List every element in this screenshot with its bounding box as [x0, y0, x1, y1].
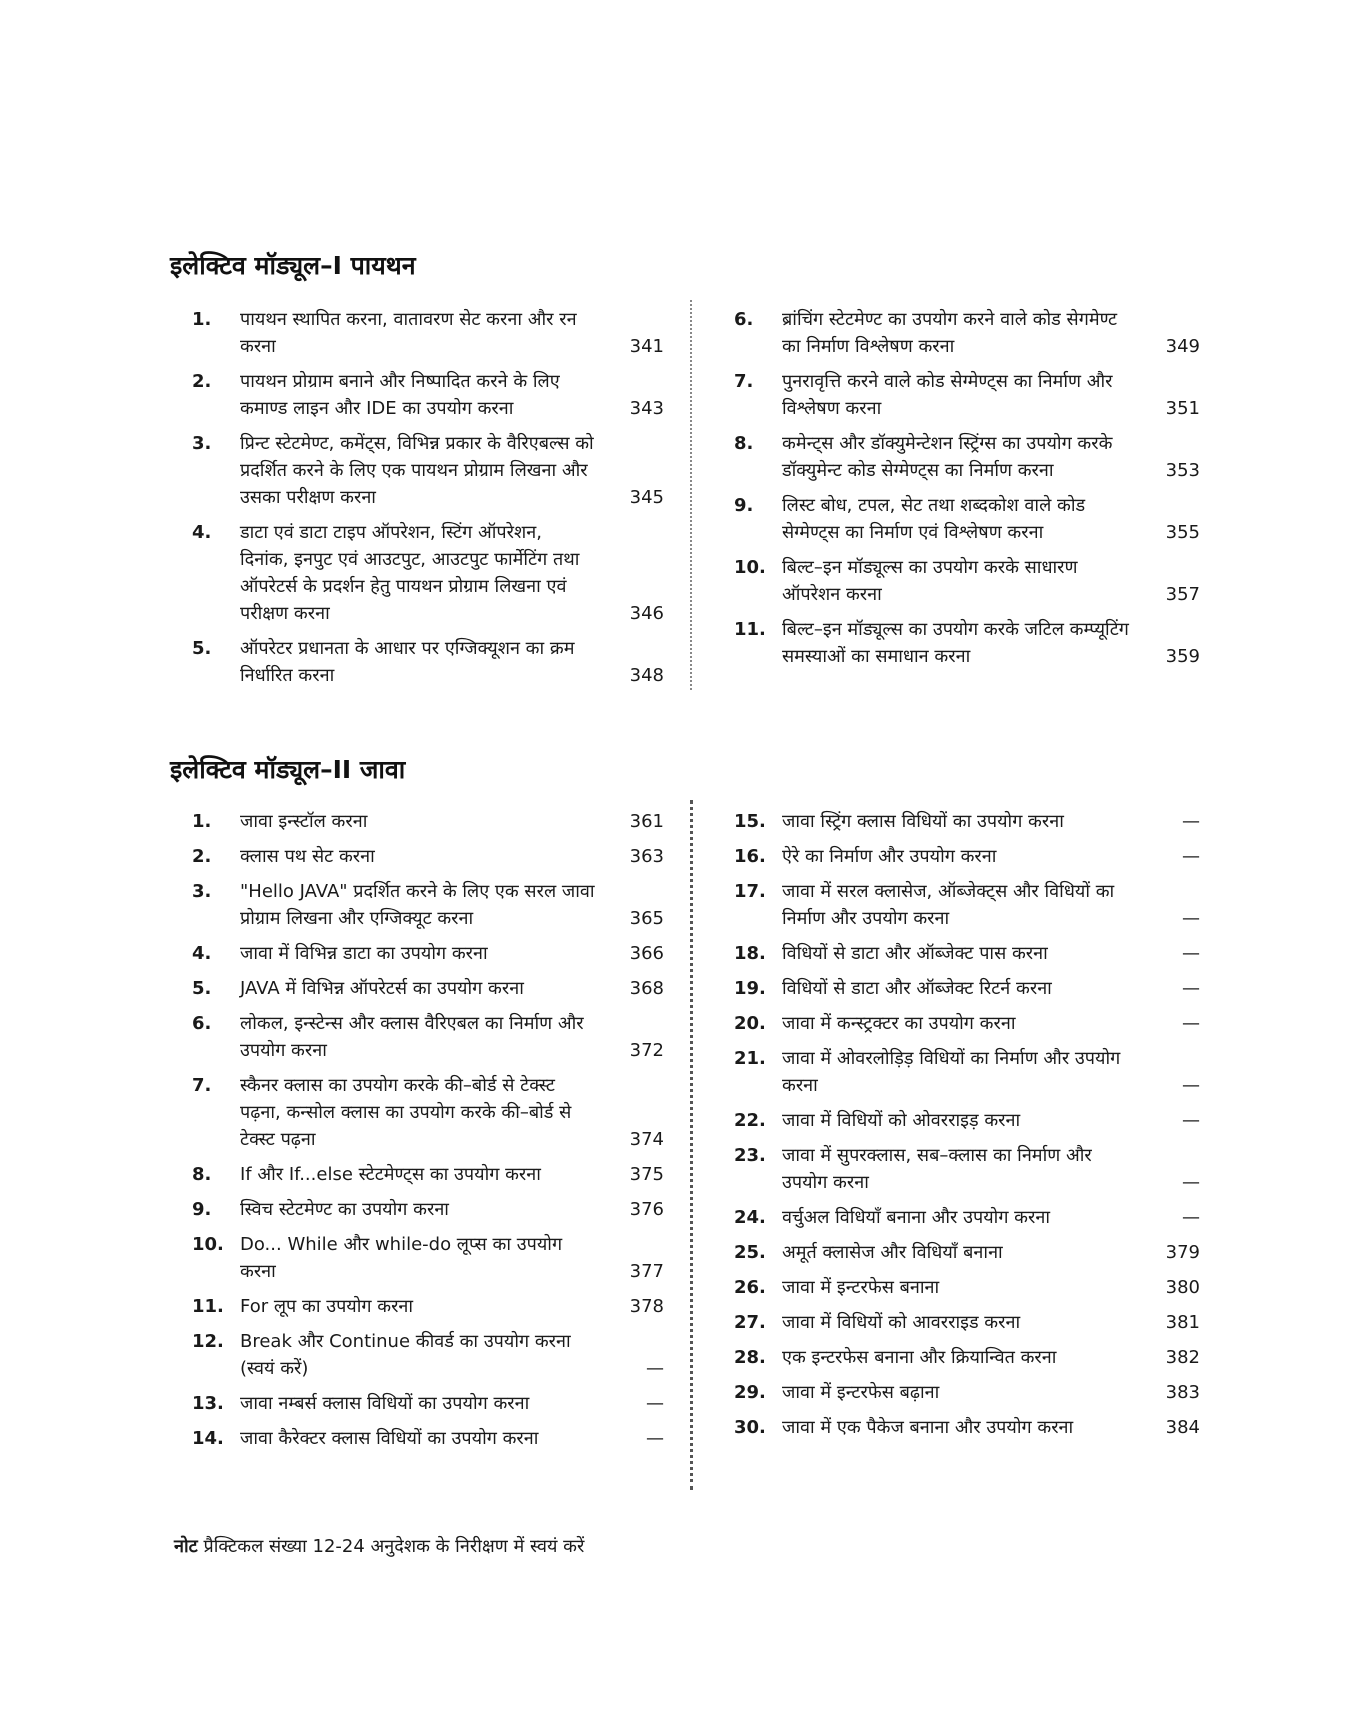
entry-number: 9.	[192, 1199, 212, 1220]
toc-entry	[178, 1293, 664, 1320]
entry-title: लोकल, इन्स्टेन्स और क्लास वैरिएबल का निर्माण और उपयोग करना	[240, 1013, 584, 1061]
entry-title: जावा में विधियों को आवरराइड करना	[782, 1312, 1021, 1333]
entry-page-number: 363	[629, 846, 664, 867]
toc-entry	[178, 940, 664, 967]
entry-page-number: 348	[629, 665, 664, 686]
entry-number: 11.	[734, 619, 766, 640]
entry-title: For लूप का उपयोग करना	[240, 1296, 414, 1317]
toc-entry	[720, 1414, 1200, 1441]
entry-number: 28.	[734, 1347, 766, 1368]
toc-entry	[178, 843, 664, 870]
entry-number: 7.	[192, 1075, 212, 1096]
toc-entry	[720, 940, 1200, 967]
java-list-right	[720, 808, 1200, 1449]
java-column-divider	[690, 800, 693, 1490]
toc-entry	[720, 975, 1200, 1002]
toc-entry	[720, 1309, 1200, 1336]
entry-page-number: —	[1182, 1075, 1200, 1096]
entry-title: बिल्ट–इन मॉड्यूल्स का उपयोग करके साधारण ऑपरेशन करना	[782, 557, 1078, 605]
entry-number: 14.	[192, 1428, 224, 1449]
entry-title: जावा में ओवरलोड़िड़ विधियों का निर्माण और उपयोग करना	[782, 1048, 1121, 1096]
entry-page-number: 380	[1165, 1277, 1200, 1298]
toc-entry	[720, 492, 1200, 546]
entry-number: 3.	[192, 881, 212, 902]
python-section-title: इलेक्टिव मॉड्यूल–I पायथन	[170, 251, 416, 280]
entry-number: 6.	[192, 1013, 212, 1034]
entry-page-number: —	[1182, 811, 1200, 832]
toc-entry	[720, 1045, 1200, 1099]
entry-title: विधियों से डाटा और ऑब्जेक्ट पास करना	[782, 943, 1048, 964]
entry-page-number: 345	[629, 487, 664, 508]
entry-title: पुनरावृत्ति करने वाले कोड सेग्मेण्ट्स का निर्माण और विश्लेषण करना	[782, 371, 1113, 419]
entry-title: स्कैनर क्लास का उपयोग करके की–बोर्ड से टेक्स्ट पढ़ना, कन्सोल क्लास का उपयोग करके की–बोर्ड से टेक्स्ट पढ़ना	[240, 1075, 572, 1150]
entry-number: 4.	[192, 943, 212, 964]
note-text: प्रैक्टिकल संख्या 12-24 अनुदेशक के निरीक्षण में स्वयं करें	[203, 1536, 585, 1557]
entry-title: जावा स्ट्रिंग क्लास विधियों का उपयोग करना	[782, 811, 1064, 832]
entry-page-number: 355	[1165, 522, 1200, 543]
entry-page-number: 365	[629, 908, 664, 929]
entry-number: 16.	[734, 846, 766, 867]
entry-title: एक इन्टरफेस बनाना और क्रियान्वित करना	[782, 1347, 1057, 1368]
entry-page-number: 378	[629, 1296, 664, 1317]
toc-entry	[720, 554, 1200, 608]
entry-title: जावा में सरल क्लासेज, ऑब्जेक्ट्स और विधियों का निर्माण और उपयोग करना	[782, 881, 1115, 929]
entry-number: 20.	[734, 1013, 766, 1034]
python-column-divider	[690, 300, 692, 690]
entry-page-number: 341	[629, 336, 664, 357]
entry-title: स्विच स्टेटमेण्ट का उपयोग करना	[240, 1199, 449, 1220]
toc-entry	[178, 306, 664, 360]
entry-title: पायथन स्थापित करना, वातावरण सेट करना और रन करना	[240, 309, 577, 357]
entry-title: अमूर्त क्लासेज और विधियाँ बनाना	[782, 1242, 1003, 1263]
entry-page-number: 375	[629, 1164, 664, 1185]
entry-number: 3.	[192, 433, 212, 454]
entry-page-number: —	[1182, 1110, 1200, 1131]
toc-entry	[178, 430, 664, 511]
entry-number: 19.	[734, 978, 766, 999]
toc-entry	[720, 1274, 1200, 1301]
entry-number: 10.	[734, 557, 766, 578]
entry-title: जावा में विभिन्न डाटा का उपयोग करना	[240, 943, 488, 964]
entry-title: जावा में एक पैकेज बनाना और उपयोग करना	[782, 1417, 1074, 1438]
java-list-left	[178, 808, 664, 1460]
toc-entry	[178, 1196, 664, 1223]
entry-number: 23.	[734, 1145, 766, 1166]
entry-page-number: 351	[1165, 398, 1200, 419]
entry-page-number: —	[646, 1393, 664, 1414]
toc-entry	[178, 1328, 664, 1382]
toc-entry	[720, 1379, 1200, 1406]
entry-number: 7.	[734, 371, 754, 392]
entry-page-number: —	[1182, 908, 1200, 929]
toc-entry	[720, 878, 1200, 932]
entry-number: 2.	[192, 371, 212, 392]
python-list-right	[720, 306, 1200, 678]
toc-entry	[178, 1425, 664, 1452]
entry-title: बिल्ट–इन मॉड्यूल्स का उपयोग करके जटिल कम्प्यूटिंग समस्याओं का समाधान करना	[782, 619, 1129, 667]
entry-title: कमेन्ट्स और डॉक्युमेन्टेशन स्ट्रिंग्स का उपयोग करके डॉक्युमेन्ट कोड सेग्मेण्ट्स का निर्माण करना	[782, 433, 1113, 481]
entry-number: 12.	[192, 1331, 224, 1352]
entry-number: 8.	[734, 433, 754, 454]
entry-title: जावा में विधियों को ओवरराइड़ करना	[782, 1110, 1021, 1131]
entry-number: 30.	[734, 1417, 766, 1438]
toc-entry	[178, 1231, 664, 1285]
entry-title: पायथन प्रोग्राम बनाने और निष्पादित करने के लिए कमाण्ड लाइन और IDE का उपयोग करना	[240, 371, 560, 419]
entry-number: 26.	[734, 1277, 766, 1298]
toc-entry	[178, 975, 664, 1002]
toc-entry	[720, 368, 1200, 422]
entry-title: जावा में इन्टरफेस बनाना	[782, 1277, 940, 1298]
java-section-title: इलेक्टिव मॉड्यूल–II जावा	[170, 755, 406, 784]
entry-page-number: 377	[629, 1261, 664, 1282]
toc-entry	[178, 808, 664, 835]
entry-page-number: 343	[629, 398, 664, 419]
entry-number: 4.	[192, 522, 212, 543]
toc-entry	[720, 843, 1200, 870]
entry-title: ऑपरेटर प्रधानता के आधार पर एग्जिक्यूशन का क्रम निर्धारित करना	[240, 638, 575, 686]
entry-title: विधियों से डाटा और ऑब्जेक्ट रिटर्न करना	[782, 978, 1052, 999]
entry-number: 25.	[734, 1242, 766, 1263]
entry-page-number: 372	[629, 1040, 664, 1061]
entry-title: Do... While और while-do लूप्स का उपयोग करना	[240, 1234, 563, 1282]
entry-page-number: 357	[1165, 584, 1200, 605]
entry-number: 15.	[734, 811, 766, 832]
entry-page-number: 381	[1165, 1312, 1200, 1333]
toc-entry	[720, 1344, 1200, 1371]
toc-entry	[720, 1010, 1200, 1037]
entry-title: "Hello JAVA" प्रदर्शित करने के लिए एक सरल जावा प्रोग्राम लिखना और एग्जिक्यूट करना	[240, 881, 595, 929]
entry-title: जावा में इन्टरफेस बढ़ाना	[782, 1382, 940, 1403]
entry-number: 22.	[734, 1110, 766, 1131]
toc-entry	[720, 1142, 1200, 1196]
entry-page-number: 383	[1165, 1382, 1200, 1403]
toc-entry	[720, 1107, 1200, 1134]
entry-page-number: 346	[629, 603, 664, 624]
entry-number: 8.	[192, 1164, 212, 1185]
entry-title: Break और Continue कीवर्ड का उपयोग करना (स्वयं करें)	[240, 1331, 571, 1379]
note-label: नोट	[174, 1536, 198, 1557]
entry-page-number: —	[646, 1428, 664, 1449]
entry-title: ऐरे का निर्माण और उपयोग करना	[782, 846, 997, 867]
toc-entry	[720, 306, 1200, 360]
entry-page-number: 384	[1165, 1417, 1200, 1438]
entry-number: 27.	[734, 1312, 766, 1333]
toc-entry	[178, 635, 664, 689]
toc-entry	[178, 1072, 664, 1153]
toc-entry	[178, 1161, 664, 1188]
entry-number: 10.	[192, 1234, 224, 1255]
entry-number: 6.	[734, 309, 754, 330]
entry-page-number: —	[1182, 943, 1200, 964]
entry-number: 13.	[192, 1393, 224, 1414]
entry-page-number: 359	[1165, 646, 1200, 667]
toc-entry	[178, 878, 664, 932]
entry-title: If और If...else स्टेटमेण्ट्स का उपयोग करना	[240, 1164, 541, 1185]
toc-entry	[178, 1390, 664, 1417]
entry-page-number: 379	[1165, 1242, 1200, 1263]
entry-title: जावा में कन्स्ट्रक्टर का उपयोग करना	[782, 1013, 1016, 1034]
entry-number: 1.	[192, 309, 212, 330]
entry-title: JAVA में विभिन्न ऑपरेटर्स का उपयोग करना	[240, 978, 524, 999]
entry-number: 9.	[734, 495, 754, 516]
entry-page-number: —	[1182, 846, 1200, 867]
entry-title: ब्रांचिंग स्टेटमेण्ट का उपयोग करने वाले कोड सेगमेण्ट का निर्माण विश्लेषण करना	[782, 309, 1118, 357]
entry-page-number: 361	[629, 811, 664, 832]
entry-page-number: —	[1182, 1013, 1200, 1034]
entry-page-number: —	[1182, 978, 1200, 999]
entry-title: डाटा एवं डाटा टाइप ऑपरेशन, स्टिंग ऑपरेशन, दिनांक, इनपुट एवं आउटपुट, आउटपुट फार्मेटिंग तथा ऑपरेटर्स के प्रदर्शन हेतु पायथन प्रोग्राम लिखना एवं परीक्षण करना	[240, 522, 580, 624]
entry-title: जावा नम्बर्स क्लास विधियों का उपयोग करना	[240, 1393, 530, 1414]
entry-page-number: —	[1182, 1172, 1200, 1193]
entry-page-number: 349	[1165, 336, 1200, 357]
entry-title: जावा में सुपरक्लास, सब–क्लास का निर्माण और उपयोग करना	[782, 1145, 1092, 1193]
toc-entry	[178, 1010, 664, 1064]
entry-page-number: 353	[1165, 460, 1200, 481]
entry-number: 2.	[192, 846, 212, 867]
python-list-left	[178, 306, 664, 697]
toc-entry	[720, 808, 1200, 835]
toc-entry	[720, 430, 1200, 484]
toc-entry	[720, 1204, 1200, 1231]
entry-number: 18.	[734, 943, 766, 964]
toc-entry	[178, 519, 664, 627]
footer-note	[174, 1534, 584, 1558]
toc-entry	[720, 1239, 1200, 1266]
entry-number: 11.	[192, 1296, 224, 1317]
entry-page-number: 366	[629, 943, 664, 964]
toc-entry	[720, 616, 1200, 670]
toc-entry	[178, 368, 664, 422]
entry-number: 24.	[734, 1207, 766, 1228]
entry-title: क्लास पथ सेट करना	[240, 846, 375, 867]
entry-page-number: —	[646, 1358, 664, 1379]
entry-number: 1.	[192, 811, 212, 832]
entry-number: 29.	[734, 1382, 766, 1403]
entry-number: 5.	[192, 638, 212, 659]
entry-page-number: 376	[629, 1199, 664, 1220]
entry-number: 17.	[734, 881, 766, 902]
entry-title: जावा कैरेक्टर क्लास विधियों का उपयोग करना	[240, 1428, 539, 1449]
entry-title: प्रिन्ट स्टेटमेण्ट, कमेंट्स, विभिन्न प्रकार के वैरिएबल्स को प्रदर्शित करने के लिए एक पायथन प्रोग्राम लिखना और उसका परीक्षण करना	[240, 433, 594, 508]
entry-number: 21.	[734, 1048, 766, 1069]
entry-number: 5.	[192, 978, 212, 999]
entry-page-number: 368	[629, 978, 664, 999]
entry-page-number: 382	[1165, 1347, 1200, 1368]
entry-title: लिस्ट बोध, टपल, सेट तथा शब्दकोश वाले कोड सेग्मेण्ट्स का निर्माण एवं विश्लेषण करना	[782, 495, 1086, 543]
entry-page-number: —	[1182, 1207, 1200, 1228]
entry-title: जावा इन्स्टॉल करना	[240, 811, 368, 832]
entry-title: वर्चुअल विधियाँ बनाना और उपयोग करना	[782, 1207, 1051, 1228]
entry-page-number: 374	[629, 1129, 664, 1150]
